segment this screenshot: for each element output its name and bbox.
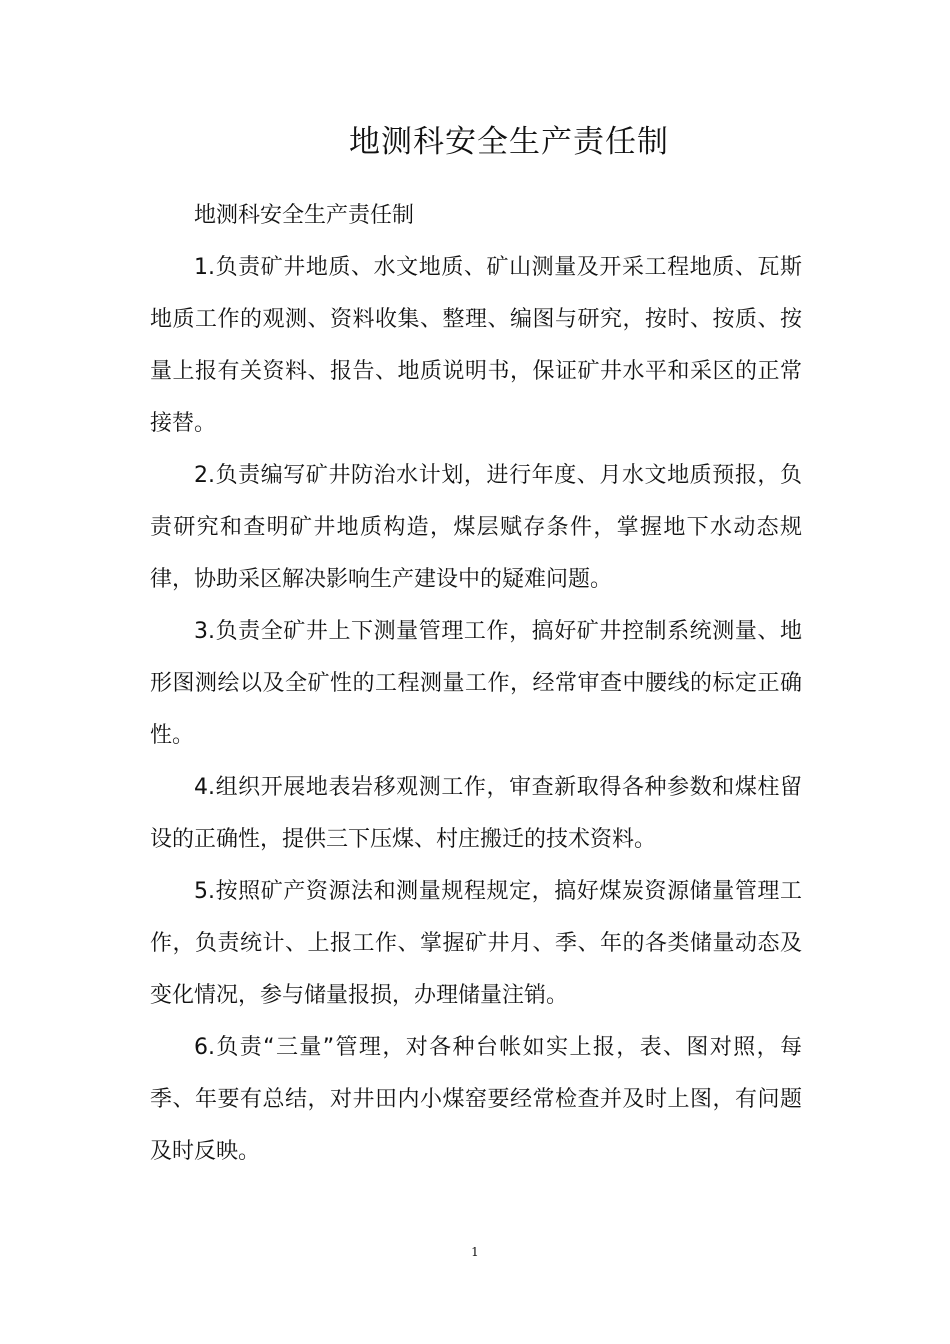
paragraph-item-5: 5.按照矿产资源法和测量规程规定，搞好煤炭资源储量管理工作，负责统计、上报工作、掌握矿井月、季、年的各类储量动态及变化情况，参与储量报损，办理储量注销。	[150, 879, 802, 1008]
paragraph-item-1: 1.负责矿井地质、水文地质、矿山测量及开采工程地质、瓦斯地质工作的观测、资料收集、整理、编图与研究，按时、按质、按量上报有关资料、报告、地质说明书，保证矿井水平和采区的正常接替。	[150, 255, 802, 436]
paragraph-item-3: 3.负责全矿井上下测量管理工作，搞好矿井控制系统测量、地形图测绘以及全矿性的工程测量工作，经常审查中腰线的标定正确性。	[150, 619, 802, 748]
paragraph-item-2: 2.负责编写矿井防治水计划，进行年度、月水文地质预报，负责研究和查明矿井地质构造，煤层赋存条件，掌握地下水动态规律，协助采区解决影响生产建设中的疑难问题。	[150, 463, 802, 592]
paragraph-subtitle: 地测科安全生产责任制	[194, 203, 415, 228]
page-number: 1	[471, 1245, 479, 1259]
document-body	[150, 190, 802, 1178]
paragraph-item-6: 6.负责“三量”管理，对各种台帐如实上报，表、图对照，每季、年要有总结，对井田内小煤窑要经常检查并及时上图，有问题及时反映。	[150, 1035, 802, 1164]
document-title: 地测科安全生产责任制	[349, 124, 669, 160]
paragraph-item-4: 4.组织开展地表岩移观测工作，审查新取得各种参数和煤柱留设的正确性，提供三下压煤、村庄搬迁的技术资料。	[150, 775, 802, 852]
